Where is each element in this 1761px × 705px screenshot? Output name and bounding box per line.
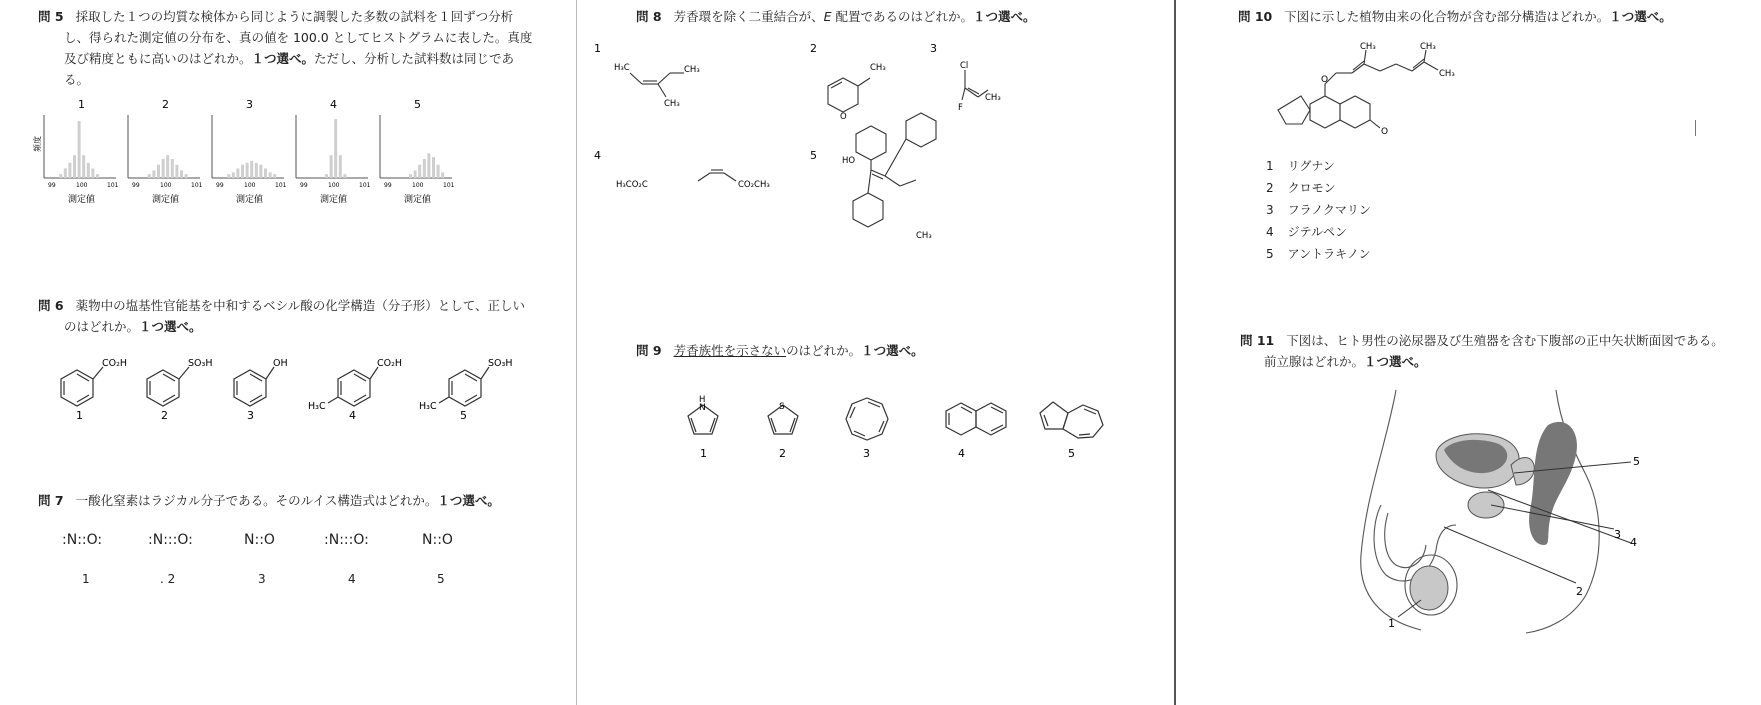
cyclooctatetraene-ring xyxy=(846,398,888,440)
column-middle xyxy=(578,0,1173,705)
q5-tick-100: 100 xyxy=(244,182,256,189)
q5-tick-100: 100 xyxy=(412,182,424,189)
q5-bar xyxy=(59,174,62,178)
q8-text-a: 芳香環を除く二重結合が、 xyxy=(673,9,824,24)
q5-line3a: 及び精度ともに高いのはどれか。 xyxy=(64,51,252,66)
so3h-label-2: SO₃H xyxy=(188,358,213,369)
q8-option-4[interactable]: 4 xyxy=(594,149,601,162)
q5-ylabel: 頻度 xyxy=(33,136,42,152)
benzene-ring xyxy=(1310,96,1340,128)
q5-tick-99: 99 xyxy=(384,182,392,189)
q5-bar xyxy=(325,174,328,178)
q11-label-5[interactable]: 5 xyxy=(1633,455,1640,468)
q5-option-5[interactable]: 5 xyxy=(414,100,421,111)
q5-xlabel: 測定値 xyxy=(320,195,348,205)
q5-histogram-5 xyxy=(380,100,455,205)
q5-bar xyxy=(227,174,230,178)
q5-bar xyxy=(269,172,272,178)
furan-ring xyxy=(1278,96,1310,124)
naphthalene-ring-b xyxy=(976,403,1006,435)
q7-number: 問 7 xyxy=(38,493,64,508)
q5-tick-101: 101 xyxy=(275,182,287,189)
q5-tick-101: 101 xyxy=(107,182,119,189)
q5-bar xyxy=(250,161,253,178)
rectum xyxy=(1529,422,1577,545)
q5-bar xyxy=(175,165,178,178)
h3c-label-5: H₃C xyxy=(419,401,437,412)
q10-ether-o: O xyxy=(1321,75,1329,85)
q5-bar xyxy=(339,155,342,178)
q11-number: 問 11 xyxy=(1240,333,1275,348)
q6-option-2[interactable]: 2 xyxy=(161,409,168,422)
q5-bar xyxy=(418,165,421,178)
oh-label-3: OH xyxy=(273,358,288,369)
q5-bar xyxy=(441,172,444,178)
q5-bar xyxy=(264,169,267,179)
q5-text xyxy=(38,6,558,90)
q5-bar xyxy=(236,169,239,179)
penis-outline xyxy=(1374,505,1456,581)
q8-text-e: E xyxy=(823,9,832,24)
q5-bar xyxy=(432,157,435,178)
column-right xyxy=(1176,0,1761,705)
q8-1-h3c: H₃C xyxy=(614,63,630,73)
q5-bar xyxy=(152,170,155,178)
q10-choice-3[interactable] xyxy=(1266,201,1371,218)
q5-bar xyxy=(246,163,249,178)
q7-option-3[interactable]: 3 xyxy=(258,572,266,586)
q9-option-2[interactable]: 2 xyxy=(779,447,786,460)
q8-text xyxy=(636,6,1156,27)
q6-option-3[interactable]: 3 xyxy=(247,409,254,422)
q5-bar xyxy=(414,170,417,178)
q5-bar xyxy=(185,174,188,178)
q7-option-2[interactable]: . 2 xyxy=(160,572,176,586)
q5-bar xyxy=(232,172,235,178)
q5-tick-101: 101 xyxy=(191,182,203,189)
q5-bar xyxy=(166,155,169,178)
q5-tick-99: 99 xyxy=(216,182,224,189)
q8-option-5[interactable]: 5 xyxy=(810,149,817,162)
column-divider-1 xyxy=(576,0,577,705)
q5-bar xyxy=(343,174,346,178)
q5-histogram-3 xyxy=(212,100,287,205)
lewis-structure-5: N::O xyxy=(422,532,453,548)
pyrone-ring xyxy=(1340,96,1370,128)
q10-ch3-c: CH₃ xyxy=(1439,69,1455,79)
q8-1-ch3a: CH₃ xyxy=(684,65,700,75)
q5-bar xyxy=(409,174,412,178)
q6-number: 問 6 xyxy=(38,298,64,313)
q5-line3c: ただし、分析した試料数は同じであ xyxy=(314,51,515,66)
q10-carbonyl-o: O xyxy=(1381,127,1389,137)
q10-ch3-a: CH₃ xyxy=(1360,42,1376,52)
azulene-ring-7 xyxy=(1063,405,1103,438)
q6-option-1[interactable]: 1 xyxy=(76,409,83,422)
q5-histogram-1 xyxy=(44,100,119,205)
q8-2-ch3: CH₃ xyxy=(870,63,886,73)
q5-option-4[interactable]: 4 xyxy=(330,100,337,111)
q10-choice-2[interactable] xyxy=(1266,179,1336,196)
q5-tick-101: 101 xyxy=(443,182,455,189)
q10-number: 問 10 xyxy=(1238,9,1273,24)
benzene-ring-2 xyxy=(147,370,179,406)
q5-bar xyxy=(91,169,94,179)
q5-line3b: １つ選べ。 xyxy=(251,51,315,66)
q5-bar xyxy=(330,155,333,178)
q5-bar xyxy=(437,165,440,178)
naphthalene-ring-a xyxy=(946,403,976,435)
q5-bar xyxy=(157,165,160,178)
q5-tick-100: 100 xyxy=(160,182,172,189)
q11-label-3[interactable]: 3 xyxy=(1614,528,1621,541)
co2h-label-1: CO₂H xyxy=(102,358,128,369)
q10-text xyxy=(1238,6,1748,27)
q5-line2: し、得られた測定値の分布を、真の値を 100.0 としてヒストグラムに表した。真度 xyxy=(64,30,533,45)
q8-1-ch3b: CH₃ xyxy=(664,99,680,109)
benzene-ring-1 xyxy=(61,370,93,406)
q8-4-h3co2c: H₃CO₂C xyxy=(616,180,648,190)
q7-line1b: １つ選べ。 xyxy=(437,493,500,508)
q5-histograms xyxy=(0,100,575,240)
q7-option-4[interactable]: 4 xyxy=(348,572,356,586)
q8-option-3[interactable]: 3 xyxy=(930,42,937,55)
q9-option-3[interactable]: 3 xyxy=(863,447,870,460)
q10-text-b: １つ選べ。 xyxy=(1609,9,1672,24)
q5-xlabel: 測定値 xyxy=(404,195,432,205)
q9-text-underlined: 芳香族性を示さない xyxy=(673,343,787,358)
q5-option-2[interactable]: 2 xyxy=(162,100,169,111)
q5-bar xyxy=(180,170,183,178)
q11-line2a: 前立腺はどれか。 xyxy=(1264,354,1365,369)
q5-option-3[interactable]: 3 xyxy=(246,100,253,111)
q10-choice-text: アントラキノン xyxy=(1287,247,1371,261)
q10-choice-text: リグナン xyxy=(1287,159,1335,173)
q5-tick-100: 100 xyxy=(76,182,88,189)
q9-option-5[interactable]: 5 xyxy=(1068,447,1075,460)
q5-tick-100: 100 xyxy=(328,182,340,189)
q8-5-ch3: CH₃ xyxy=(916,231,932,241)
q5-bar xyxy=(334,119,337,178)
q5-xlabel: 測定値 xyxy=(68,195,96,205)
q8-text-c: １つ選べ。 xyxy=(972,9,1036,24)
q6-option-4[interactable]: 4 xyxy=(349,409,356,422)
q5-bar xyxy=(73,155,76,178)
q5-bar xyxy=(241,165,244,178)
column-left xyxy=(0,0,575,705)
q10-choice-text: クロモン xyxy=(1287,181,1336,195)
q8-4-co2ch3: CO₂CH₃ xyxy=(738,180,770,190)
q10-choice-number: 2 xyxy=(1266,181,1274,195)
q9-option-4[interactable]: 4 xyxy=(958,447,965,460)
q10-choice-5[interactable] xyxy=(1266,245,1370,262)
co2h-label-4: CO₂H xyxy=(377,358,403,369)
q5-bar xyxy=(148,174,151,178)
margin-mark xyxy=(1695,120,1696,136)
q8-2-o: O xyxy=(840,112,847,122)
q9-text-a: のはどれか。 xyxy=(786,343,862,358)
q5-tick-99: 99 xyxy=(48,182,56,189)
q5-option-1[interactable]: 1 xyxy=(78,100,85,111)
benzene-ring-5 xyxy=(449,370,481,406)
so3h-label-5: SO₃H xyxy=(488,358,513,369)
benzene-ring-4 xyxy=(338,370,370,406)
q8-3-ch3: CH₃ xyxy=(985,93,1001,103)
q10-structure xyxy=(1176,38,1761,148)
q7-text xyxy=(38,490,558,511)
q5-tick-99: 99 xyxy=(132,182,140,189)
q5-tick-101: 101 xyxy=(359,182,371,189)
q8-option-1[interactable]: 1 xyxy=(594,42,601,55)
q5-bar xyxy=(259,165,262,178)
benzene-ring-3 xyxy=(234,370,266,406)
q6-line1: 薬物中の塩基性官能基を中和するベシル酸の化学構造（分子形）として、正しい xyxy=(75,298,526,313)
q11-anatomy-diagram xyxy=(1326,385,1746,705)
lewis-structure-3: N::O xyxy=(244,532,275,548)
q8-text-b: 配置であるのはどれか。 xyxy=(831,9,973,24)
q11-line1: 下図は、ヒト男性の泌尿器及び生殖器を含む下腹部の正中矢状断面図である。 xyxy=(1286,333,1724,348)
q5-bar xyxy=(78,121,81,178)
q6-line2a: のはどれか。 xyxy=(64,319,140,334)
q9-structures xyxy=(578,385,1173,475)
q9-pyrrole-n: N xyxy=(699,403,706,413)
q8-3-cl: Cl xyxy=(960,61,969,71)
q7-option-5[interactable]: 5 xyxy=(437,572,445,586)
q5-bar xyxy=(68,163,71,178)
q5-bar xyxy=(96,174,99,178)
urethra-path xyxy=(1385,513,1426,568)
q6-line2b: １つ選べ。 xyxy=(139,319,202,334)
q10-text-a: 下図に示した植物由来の化合物が含む部分構造はどれか。 xyxy=(1284,9,1610,24)
q11-label-4[interactable]: 4 xyxy=(1630,536,1637,549)
q9-text xyxy=(636,340,1156,361)
q5-bar xyxy=(427,153,430,178)
q9-thiophene-s: S xyxy=(779,402,785,412)
q10-choice-text: フラノクマリン xyxy=(1287,203,1371,217)
q10-choice-4[interactable] xyxy=(1266,223,1347,240)
lewis-structure-1: :N::O: xyxy=(62,532,103,548)
q5-bar xyxy=(171,159,174,178)
q7-line1a: 一酸化窒素はラジカル分子である。そのルイス構造式はどれか。 xyxy=(75,493,438,508)
q5-number: 問 5 xyxy=(38,9,64,24)
q10-ch3-b: CH₃ xyxy=(1420,42,1436,52)
q5-tick-99: 99 xyxy=(300,182,308,189)
q11-label-2[interactable]: 2 xyxy=(1576,585,1583,598)
q10-choice-text: ジテルペン xyxy=(1287,225,1348,239)
q5-line1: 採取した１つの均質な検体から同じように調製した多数の試料を１回ずつ分析 xyxy=(75,9,514,24)
q5-bar xyxy=(423,159,426,178)
q5-xlabel: 測定値 xyxy=(152,195,180,205)
q9-option-1[interactable]: 1 xyxy=(700,447,707,460)
q8-structures xyxy=(578,38,1173,278)
q5-bar xyxy=(64,169,67,179)
q8-option-2[interactable]: 2 xyxy=(810,42,817,55)
q10-choice-number: 4 xyxy=(1266,225,1274,239)
q5-histogram-4 xyxy=(296,100,371,205)
q8-number: 問 8 xyxy=(636,9,662,24)
q7-option-1[interactable]: 1 xyxy=(82,572,90,586)
q10-choice-1[interactable] xyxy=(1266,157,1335,174)
q9-number: 問 9 xyxy=(636,343,662,358)
q5-bar xyxy=(87,163,90,178)
q10-choice-number: 5 xyxy=(1266,247,1274,261)
q6-text xyxy=(38,295,558,337)
q5-bar xyxy=(255,163,258,178)
q6-option-5[interactable]: 5 xyxy=(460,409,467,422)
q10-choice-number: 3 xyxy=(1266,203,1274,217)
q6-structures xyxy=(0,350,575,440)
q11-text xyxy=(1240,330,1755,372)
q5-line4: る。 xyxy=(64,72,90,87)
q5-bar xyxy=(82,155,85,178)
q5-xlabel: 測定値 xyxy=(236,195,264,205)
q5-bar xyxy=(273,174,276,178)
q10-choice-number: 1 xyxy=(1266,159,1274,173)
q5-histogram-2 xyxy=(128,100,203,205)
q8-5-ho: HO xyxy=(842,156,856,166)
lewis-structure-4: :N:::O: xyxy=(324,532,369,548)
q5-bar xyxy=(162,159,165,178)
prostate xyxy=(1468,492,1504,518)
q11-line2b: １つ選べ。 xyxy=(1364,354,1427,369)
h3c-label-4: H₃C xyxy=(308,401,326,412)
lewis-structure-2: :N:::O: xyxy=(148,532,193,548)
q11-label-1[interactable]: 1 xyxy=(1388,617,1395,630)
q8-3-f: F xyxy=(958,103,963,113)
q9-pyrrole-h: H xyxy=(699,395,706,405)
q9-text-b: １つ選べ。 xyxy=(861,343,924,358)
